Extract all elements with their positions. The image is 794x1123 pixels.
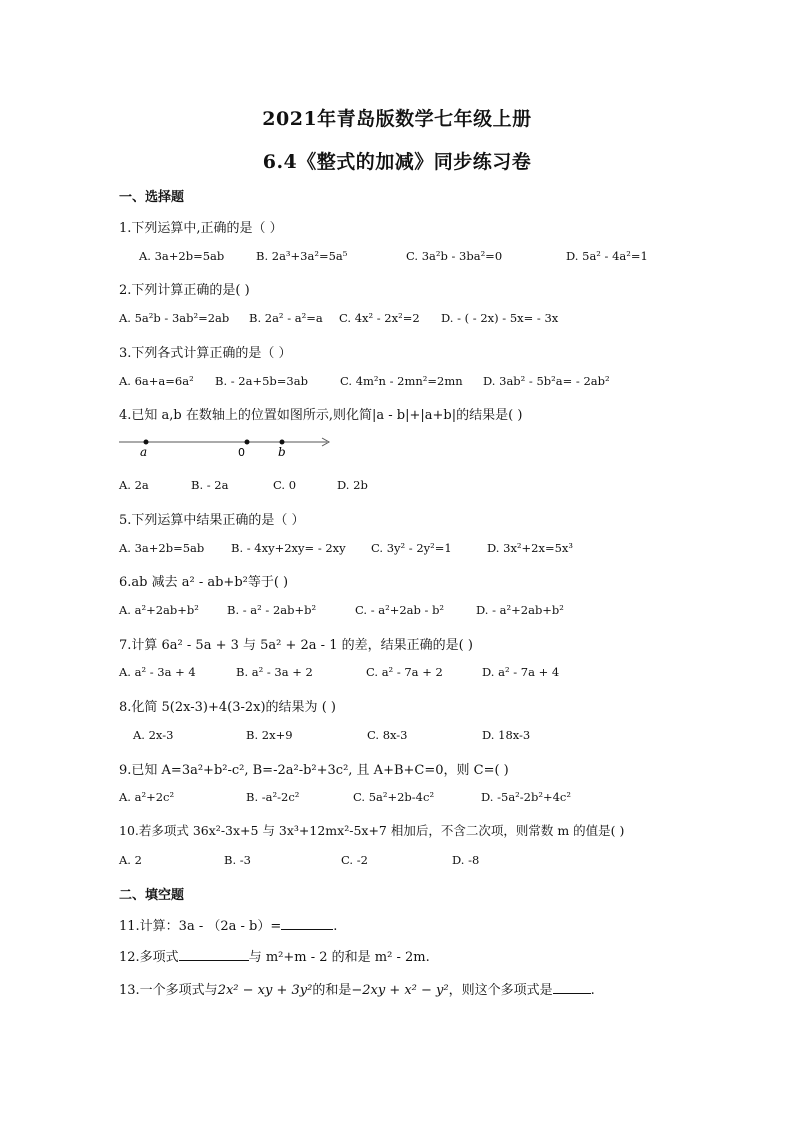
- page-subtitle: 6.4《整式的加减》同步练习卷: [262, 151, 532, 173]
- options-row: [119, 728, 679, 744]
- option-a: A. a² - 3a + 4: [119, 665, 196, 679]
- option-c: C. 4x² - 2x²=2: [339, 311, 420, 325]
- question-11-text: 11.计算：3a - （2a - b）=: [119, 919, 282, 934]
- option-c: C. 5a²+2b-4c²: [353, 790, 435, 804]
- question-8: 8.化简 5(2x-3)+4(3-2x)的结果为 ( ): [119, 700, 336, 715]
- question-5: 5.下列运算中结果正确的是（ ）: [119, 513, 305, 528]
- option-c: C. -2: [341, 853, 368, 867]
- label-b: b: [278, 445, 286, 459]
- question-13: [119, 979, 595, 998]
- question-11: [119, 915, 337, 934]
- option-d: D. 18x-3: [482, 728, 531, 742]
- option-b: B. 2a² - a²=a: [249, 311, 323, 325]
- option-c: C. - a²+2ab - b²: [355, 603, 445, 617]
- question-7: 7.计算 6a² - 5a + 3 与 5a² + 2a - 1 的差，结果正确的是( ): [119, 638, 473, 653]
- option-c: C. 4m²n - 2mn²=2mn: [340, 374, 463, 388]
- option-a: A. 3a+2b=5ab: [139, 249, 225, 263]
- options-row: [119, 790, 679, 806]
- option-c: C. 0: [273, 478, 297, 492]
- question-3: 3.下列各式计算正确的是（ ）: [119, 346, 292, 361]
- option-b: B. -a²-2c²: [246, 790, 300, 804]
- options-row: [119, 478, 679, 494]
- option-b: B. -3: [224, 853, 251, 867]
- question-2: 2.下列计算正确的是( ): [119, 283, 250, 298]
- option-c: C. a² - 7a + 2: [366, 665, 443, 679]
- section-heading-choice: 一、选择题: [119, 190, 185, 205]
- option-b: B. - 2a+5b=3ab: [215, 374, 308, 388]
- option-d: D. 3ab² - 5b²a= - 2ab²: [483, 374, 610, 388]
- option-d: D. a² - 7a + 4: [482, 665, 560, 679]
- option-b: B. - 4xy+2xy= - 2xy: [231, 541, 346, 555]
- question-12-end: 与 m²+m - 2 的和是 m² - 2m.: [248, 950, 430, 965]
- option-c: C. 3a²b - 3ba²=0: [406, 249, 503, 263]
- question-13-after: ，则这个多项式是: [448, 983, 553, 998]
- option-a: A. 2x-3: [133, 728, 174, 742]
- question-13-mid: 的和是: [312, 983, 352, 998]
- option-a: A. a²+2ab+b²: [119, 603, 199, 617]
- option-b: B. 2a³+3a²=5a⁵: [256, 249, 348, 263]
- question-11-end: .: [333, 919, 338, 934]
- answer-blank[interactable]: [281, 917, 333, 930]
- option-a: A. 2a: [119, 478, 149, 492]
- options-row: [119, 311, 679, 327]
- number-line-figure: [119, 431, 339, 463]
- question-12: [119, 946, 430, 965]
- option-a: A. 5a²b - 3ab²=2ab: [119, 311, 230, 325]
- question-4: 4.已知 a,b 在数轴上的位置如图所示,则化简|a - b|+|a+b|的结果是( ): [119, 408, 523, 423]
- answer-blank[interactable]: [553, 981, 591, 994]
- option-b: B. a² - 3a + 2: [236, 665, 313, 679]
- options-row: [119, 249, 679, 265]
- options-row: [119, 665, 679, 681]
- option-b: B. 2x+9: [246, 728, 293, 742]
- question-1: 1.下列运算中,正确的是（ ）: [119, 221, 283, 236]
- question-9: 9.已知 A=3a²+b²-c², B=-2a²-b²+3c², 且 A+B+C=0，则 C=( ): [119, 763, 509, 778]
- option-b: B. - 2a: [191, 478, 229, 492]
- option-d: D. 2b: [337, 478, 368, 492]
- options-row: [119, 374, 679, 390]
- point-b: [280, 440, 285, 445]
- option-d: D. 5a² - 4a²=1: [566, 249, 648, 263]
- options-row: [119, 853, 679, 869]
- option-a: A. 2: [119, 853, 142, 867]
- point-a: [144, 440, 149, 445]
- label-a: a: [140, 445, 148, 459]
- expression-1: 2x² − xy + 3y²: [217, 983, 313, 998]
- option-a: A. 3a+2b=5ab: [119, 541, 205, 555]
- options-row: [119, 603, 679, 619]
- section-heading-fill: 二、填空题: [119, 888, 185, 903]
- expression-2: −2xy + x² − y²: [351, 983, 449, 998]
- label-zero: 0: [238, 446, 245, 459]
- answer-blank[interactable]: [179, 948, 249, 961]
- option-b: B. - a² - 2ab+b²: [227, 603, 317, 617]
- question-13-end: .: [590, 983, 595, 998]
- option-d: D. - a²+2ab+b²: [476, 603, 564, 617]
- point-zero: [245, 440, 250, 445]
- option-d: D. -8: [452, 853, 480, 867]
- option-a: A. 6a+a=6a²: [119, 374, 194, 388]
- question-6: 6.ab 减去 a² - ab+b²等于( ): [119, 575, 289, 590]
- question-12-text: 12.多项式: [119, 950, 179, 965]
- option-d: D. -5a²-2b²+4c²: [481, 790, 571, 804]
- option-a: A. a²+2c²: [119, 790, 175, 804]
- option-d: D. - ( - 2x) - 5x= - 3x: [441, 311, 559, 325]
- question-13-text: 13.一个多项式与: [119, 983, 218, 998]
- option-c: C. 3y² - 2y²=1: [371, 541, 452, 555]
- option-c: C. 8x-3: [367, 728, 408, 742]
- page-title: 2021年青岛版数学七年级上册: [262, 108, 532, 130]
- question-10: 10.若多项式 36x²-3x+5 与 3x³+12mx²-5x+7 相加后，不含二次项，则常数 m 的值是( ): [119, 823, 625, 838]
- options-row: [119, 541, 679, 557]
- option-d: D. 3x²+2x=5x³: [487, 541, 574, 555]
